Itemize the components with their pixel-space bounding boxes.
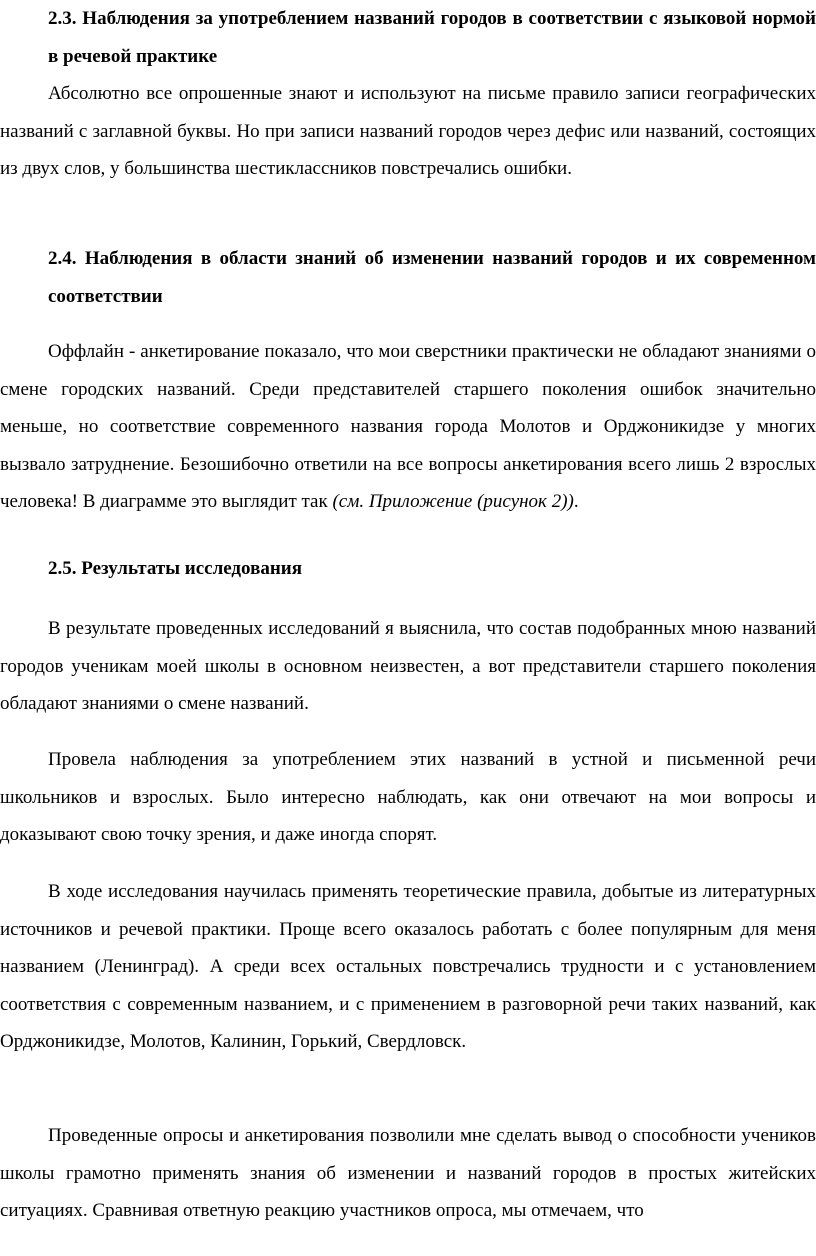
paragraph-2-5-4: Проведенные опросы и анкетирования позволили мне сделать вывод о способности учеников школы грамотно применять знания об изменении и названий городов в простых житейских ситуациях. Сравнивая ответную реакцию участников опроса, мы отмечаем, что: [0, 1125, 816, 1221]
heading-2-3: 2.3. Наблюдения за употреблением названий городов в соответствии с языковой нормой в речевой практике: [48, 8, 816, 67]
paragraph-2-3: Абсолютно все опрошенные знают и используют на письме правило записи географических названий с заглавной буквы. Но при записи названий городов через дефис или названий, состоящих из двух слов, у большинства шестиклассников повстречались ошибки.: [0, 83, 816, 179]
paragraph-2-5-2: Провела наблюдения за употреблением этих названий в устной и письменной речи школьников и взрослых. Было интересно наблюдать, как они отвечают на мои вопросы и доказывают свою точку зрения, и даже иногда спорят.: [0, 749, 816, 845]
heading-2-4: 2.4. Наблюдения в области знаний об изменении названий городов и их современном соответствии: [48, 248, 816, 307]
paragraph-2-4: [0, 333, 816, 521]
appendix-reference: (см. Приложение (рисунок 2)): [332, 491, 574, 512]
paragraph-2-4-end: .: [573, 491, 579, 512]
paragraph-2-4-text: Оффлайн - анкетирование показало, что мои сверстники практически не обладают знаниями о смене городских названий. Среди представителей старшего поколения ошибок значительно меньше, но соответствие современного названия города Молотов и Орджоникидзе у многих вызвало затруднение. Безошибочно ответили на все вопросы анкетирования всего лишь 2 взрослых человека! В диаграмме это выглядит так: [0, 341, 816, 512]
heading-2-5: 2.5. Результаты исследования: [48, 558, 303, 579]
paragraph-2-5-3: В ходе исследования научилась применять теоретические правила, добытые из литературных источников и речевой практики. Проще всего оказалось работать с более популярным для меня названием (Ленинград). А среди всех остальных повстречались трудности и с установлением соответствия с современным названием, и с применением в разговорной речи таких названий, как Орджоникидзе, Молотов, Калинин, Горький, Свердловск.: [0, 881, 816, 1052]
paragraph-2-5-1: В результате проведенных исследований я выяснила, что состав подобранных мною названий городов ученикам моей школы в основном неизвестен, а вот представители старшего поколения обладают знаниями о смене названий.: [0, 618, 816, 714]
